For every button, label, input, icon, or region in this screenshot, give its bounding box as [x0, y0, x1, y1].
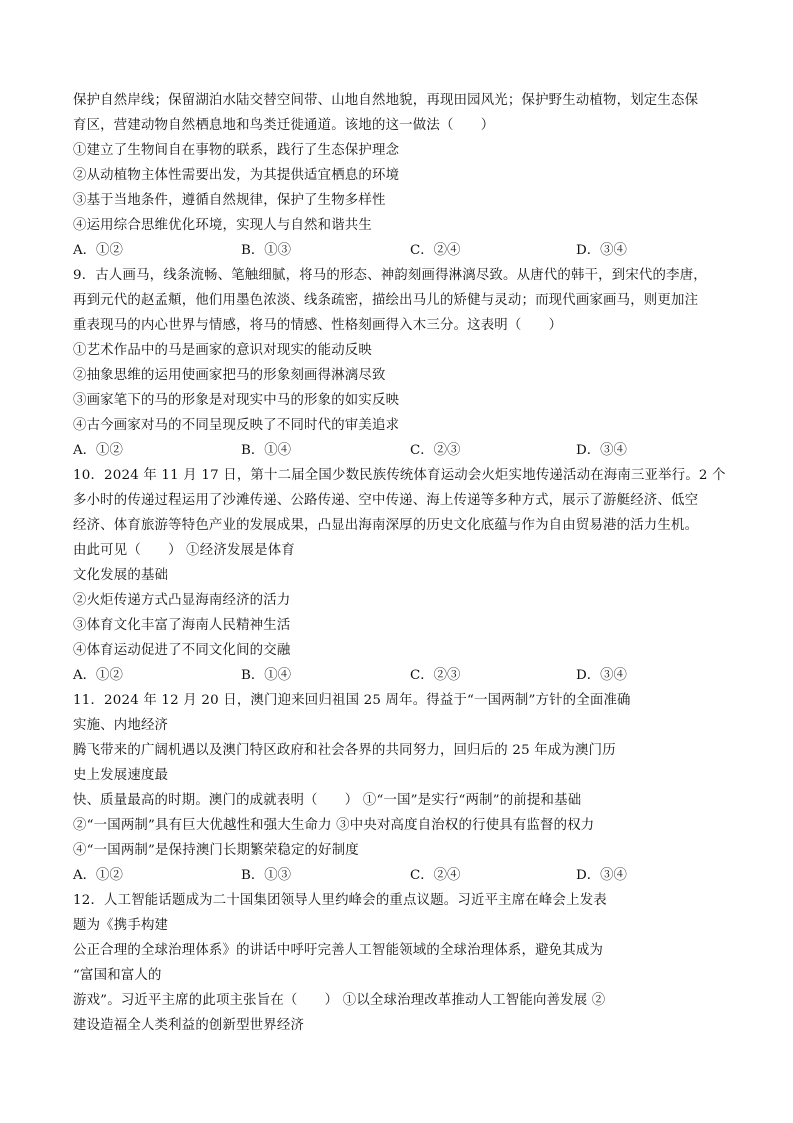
answer-options [73, 667, 693, 685]
option-c: C．②③ [410, 443, 461, 458]
answer-options [73, 867, 693, 885]
text-line: 保护自然岸线；保留湖泊水陆交替空间带、山地自然地貌，再现田园风光；保护野生动植物，划定生态保 [73, 93, 699, 108]
question-9-stem: 9．古人画马，线条流畅、笔触细腻，将马的形态、神韵刻画得淋漓尽致。从唐代的韩干，到宋代的李唐， [73, 268, 707, 283]
text-line: 再到元代的赵孟頫，他们用墨色浓淡、线条疏密，描绘出马儿的矫健与灵动；而现代画家画马，则更加注 [73, 293, 699, 308]
text-line: 快、质量最高的时期。澳门的成就表明（ ） ①“一国”是实行“两制”的前提和基础 [73, 793, 582, 808]
question-10-stem: 10．2024 年 11 月 17 日，第十二届全国少数民族传统体育运动会火炬实地传递活动在海南三亚举行。2 个 [73, 468, 726, 483]
text-line: 实施、内地经济 [73, 718, 169, 733]
statement-3: ③体育文化丰富了海南人民精神生活 [73, 618, 291, 633]
text-line: 育区，营建动物自然栖息地和鸟类迁徙通道。该地的这一做法（ ） [73, 118, 495, 133]
option-c: C．②④ [410, 868, 461, 883]
text-line: 公正合理的全球治理体系》的讲话中呼吁完善人工智能领域的全球治理体系，避免其成为 [73, 943, 604, 958]
option-b: B．①③ [241, 868, 292, 883]
statement-1: ①艺术作品中的马是画家的意识对现实的能动反映 [73, 343, 372, 358]
text-line: “富国和富人的 [73, 968, 162, 983]
option-a: A．①② [73, 443, 123, 458]
statement-4: ④运用综合思维优化环境，实现人与自然和谐共生 [73, 218, 372, 233]
text-line: 腾飞带来的广阔机遇以及澳门特区政府和社会各界的共同努力，回归后的 25 年成为澳门历 [73, 743, 616, 758]
statement-4: ④体育运动促进了不同文化间的交融 [73, 643, 291, 658]
statement-2: ②从动植物主体性需要出发，为其提供适宜栖息的环境 [73, 168, 400, 183]
option-a: A．①② [73, 868, 123, 883]
text-line: ②“一国两制”具有巨大优越性和强大生命力 ③中央对高度自治权的行使具有监督的权力 [73, 818, 595, 833]
statement-2: ②抽象思维的运用使画家把马的形象刻画得淋漓尽致 [73, 368, 386, 383]
answer-options [73, 442, 693, 460]
text-line: 多小时的传递过程运用了沙滩传递、公路传递、空中传递、海上传递等多种方式，展示了游艇经济、低空 [73, 493, 699, 508]
option-d: D．③④ [576, 443, 627, 458]
text-line: 经济、体育旅游等特色产业的发展成果，凸显出海南深厚的历史文化底蕴与作为自由贸易港的活力生机。 [73, 518, 699, 533]
text-line: 史上发展速度最 [73, 768, 169, 783]
option-d: D．③④ [576, 668, 627, 683]
option-c: C．②③ [410, 668, 461, 683]
option-c: C．②④ [410, 243, 461, 258]
option-d: D．③④ [576, 243, 627, 258]
text-line: 由此可见（ ） ①经济发展是体育 [73, 543, 295, 558]
text-line: 文化发展的基础 [73, 568, 169, 583]
text-line: 建设造福全人类利益的创新型世界经济 [73, 1018, 305, 1033]
option-a: A．①② [73, 243, 123, 258]
statement-4: ④古今画家对马的不同呈现反映了不同时代的审美追求 [73, 418, 400, 433]
statement-3: ③画家笔下的马的形象是对现实中马的形象的如实反映 [73, 393, 400, 408]
statement-4: ④“一国两制”是保持澳门长期繁荣稳定的好制度 [73, 843, 359, 858]
option-d: D．③④ [576, 868, 627, 883]
option-b: B．①③ [241, 243, 292, 258]
option-a: A．①② [73, 668, 123, 683]
text-line: 题为《携手构建 [73, 918, 169, 933]
option-b: B．①④ [241, 668, 292, 683]
statement-2: ②火炬传递方式凸显海南经济的活力 [73, 593, 291, 608]
answer-options [73, 242, 693, 260]
option-b: B．①④ [241, 443, 292, 458]
statement-1: ①建立了生物间自在事物的联系，践行了生态保护理念 [73, 143, 400, 158]
text-line: 游戏”。习近平主席的此项主张旨在（ ） ①以全球治理改革推动人工智能向善发展 ② [73, 993, 606, 1008]
question-11-stem: 11．2024 年 12 月 20 日，澳门迎来回归祖国 25 周年。得益于“一国两制”方针的全面准确 [73, 693, 631, 708]
statement-3: ③基于当地条件，遵循自然规律，保护了生物多样性 [73, 193, 386, 208]
question-12-stem: 12．人工智能话题成为二十国集团领导人里约峰会的重点议题。习近平主席在峰会上发表 [73, 893, 607, 908]
text-line: 重表现马的内心世界与情感，将马的情感、性格刻画得入木三分。这表明（ ） [73, 318, 563, 333]
